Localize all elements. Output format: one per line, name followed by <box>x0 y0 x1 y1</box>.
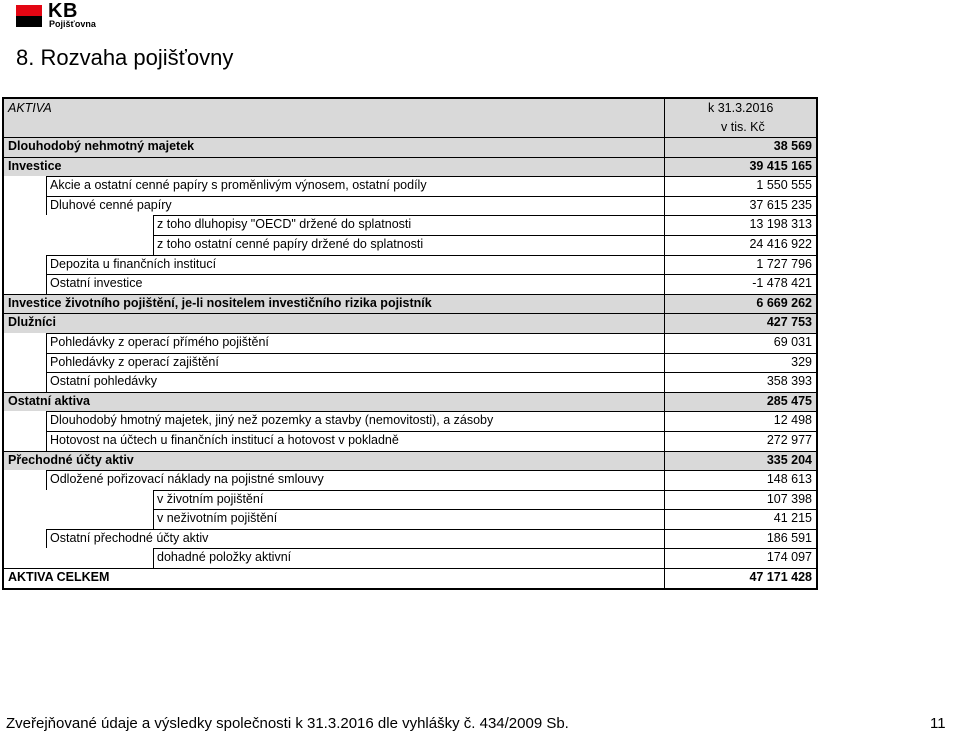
table-row <box>4 470 816 490</box>
table-row <box>4 215 816 235</box>
row-value: 6 669 262 <box>756 295 812 310</box>
table-row <box>4 548 816 568</box>
table-row <box>4 431 816 451</box>
row-value: 37 615 235 <box>749 197 812 212</box>
row-value: 427 753 <box>766 315 812 330</box>
table-row <box>4 411 816 431</box>
column-divider <box>664 99 665 588</box>
table-row <box>4 235 816 255</box>
row-label: Přechodné účty aktiv <box>8 452 134 467</box>
row-value: 272 977 <box>766 432 812 447</box>
table-header-row <box>4 99 816 118</box>
row-label: Pohledávky z operací přímého pojištění <box>50 334 269 349</box>
kb-logo-mark <box>16 5 42 27</box>
balance-sheet-table <box>2 97 818 590</box>
row-value: 69 031 <box>773 334 812 349</box>
row-value: 39 415 165 <box>749 158 812 173</box>
logo-brand: KB <box>48 0 78 22</box>
row-label: Ostatní přechodné účty aktiv <box>50 530 209 545</box>
row-value: 335 204 <box>766 452 812 467</box>
row-value: 358 393 <box>766 374 812 389</box>
table-unit-row <box>4 118 816 137</box>
page-number: 11 <box>930 715 946 732</box>
row-label: Hotovost na účtech u finančních institucí a hotovost v pokladně <box>50 432 399 447</box>
header-unit: v tis. Kč <box>721 120 765 134</box>
row-label: v životním pojištění <box>157 491 264 506</box>
table-row <box>4 568 816 588</box>
row-value: 174 097 <box>766 550 812 565</box>
row-label: Ostatní aktiva <box>8 393 90 408</box>
header-label: AKTIVA <box>8 101 52 115</box>
row-value: 24 416 922 <box>749 236 812 251</box>
table-row <box>4 137 816 157</box>
table-row <box>4 255 816 275</box>
row-label: Dlužníci <box>8 315 56 330</box>
table-row <box>4 372 816 392</box>
row-value: 329 <box>791 354 812 369</box>
table-row <box>4 313 816 333</box>
table-row <box>4 196 816 216</box>
table-row <box>4 157 816 177</box>
table-row <box>4 509 816 529</box>
row-label: AKTIVA CELKEM <box>8 570 110 585</box>
row-label: Akcie a ostatní cenné papíry s proměnlivým výnosem, ostatní podíly <box>50 178 427 193</box>
table-row <box>4 353 816 373</box>
table-row <box>4 451 816 471</box>
row-value: -1 478 421 <box>752 276 812 291</box>
row-label: Depozita u finančních institucí <box>50 256 217 271</box>
row-label: Dluhové cenné papíry <box>50 197 172 212</box>
table-row <box>4 490 816 510</box>
row-value: 186 591 <box>766 530 812 545</box>
table-row <box>4 294 816 314</box>
row-value: 13 198 313 <box>749 217 812 232</box>
row-label: Ostatní pohledávky <box>50 374 158 389</box>
page-title: 8. Rozvaha pojišťovny <box>16 45 234 70</box>
row-value: 1 727 796 <box>756 256 812 271</box>
row-label: v neživotním pojištění <box>157 511 278 526</box>
row-value: 1 550 555 <box>756 178 812 193</box>
row-value: 38 569 <box>773 139 812 153</box>
table-row <box>4 333 816 353</box>
row-label: Investice <box>8 158 62 173</box>
table-row <box>4 274 816 294</box>
row-label: Dlouhodobý nehmotný majetek <box>8 139 195 153</box>
row-label: Investice životního pojištění, je-li nositelem investičního rizika pojistník <box>8 295 432 310</box>
footer-note: Zveřejňované údaje a výsledky společnosti k 31.3.2016 dle vyhlášky č. 434/2009 Sb. <box>6 715 569 732</box>
row-value: 41 215 <box>773 511 812 526</box>
row-value: 148 613 <box>766 472 812 487</box>
table-body <box>4 137 816 588</box>
table-row <box>4 529 816 549</box>
row-label: Pohledávky z operací zajištění <box>50 354 219 369</box>
table-row <box>4 176 816 196</box>
row-value: 47 171 428 <box>749 570 812 585</box>
header-date: k 31.3.2016 <box>708 101 774 115</box>
row-label: dohadné položky aktivní <box>157 550 292 565</box>
row-label: z toho dluhopisy "OECD" držené do splatnosti <box>157 217 412 232</box>
table-row <box>4 392 816 412</box>
row-label: Ostatní investice <box>50 276 143 291</box>
row-label: Odložené pořizovací náklady na pojistné smlouvy <box>50 472 324 487</box>
row-value: 12 498 <box>773 413 812 428</box>
row-value: 107 398 <box>766 491 812 506</box>
row-value: 285 475 <box>766 393 812 408</box>
row-label: z toho ostatní cenné papíry držené do splatnosti <box>157 236 424 251</box>
logo-subtitle: Pojišťovna <box>49 19 96 29</box>
row-label: Dlouhodobý hmotný majetek, jiný než pozemky a stavby (nemovitosti), a zásoby <box>50 413 494 428</box>
